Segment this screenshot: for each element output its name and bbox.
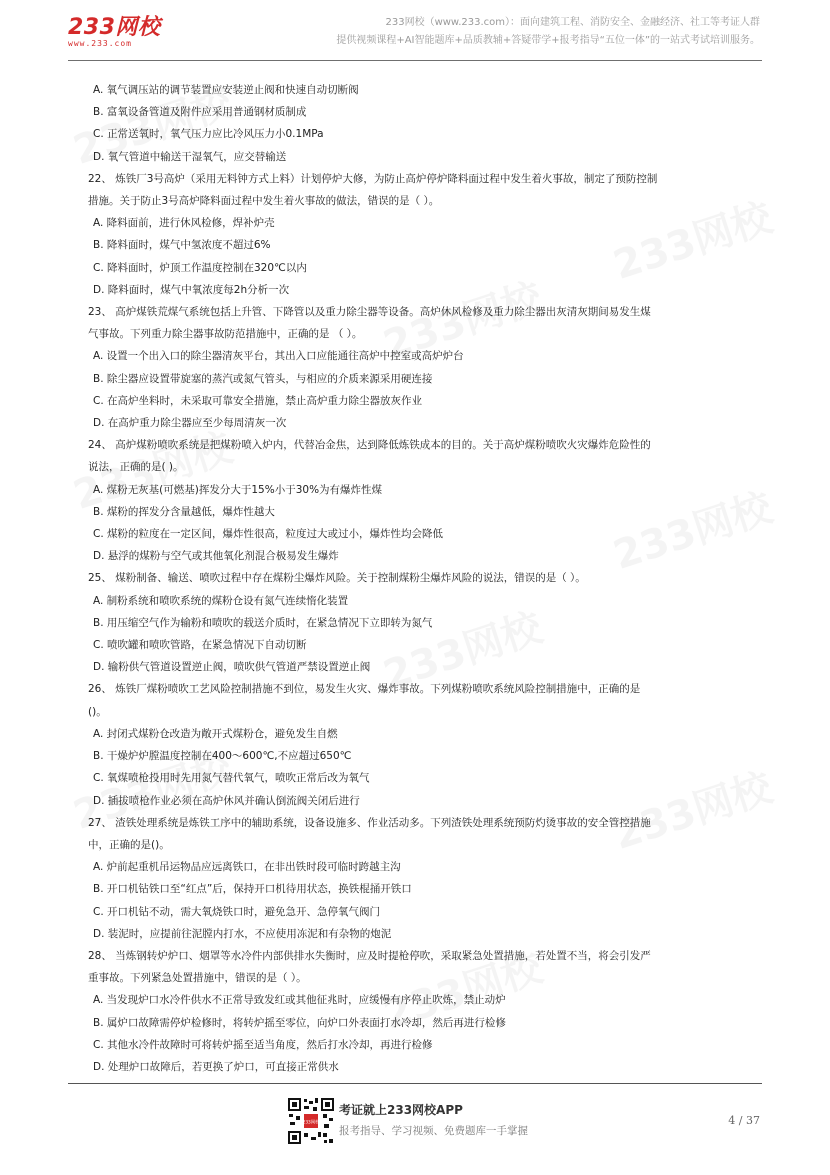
answer-option: C. 其他水冷件故障时可将转炉摇至适当角度，然后打水冷却，再进行检修	[93, 1038, 433, 1051]
answer-option: A. 封闭式煤粉仓改造为敞开式煤粉仓，避免发生自燃	[93, 727, 338, 740]
answer-option: D. 悬浮的煤粉与空气或其他氧化剂混合极易发生爆炸	[93, 550, 339, 563]
question-text: 27、 渣铁处理系统是炼铁工序中的辅助系统，设备设施多、作业活动多。下列渣铁处理系统预防灼烫事故的安全管控措施	[88, 816, 651, 829]
answer-option: B. 降料面时，煤气中氢浓度不超过6%	[93, 239, 271, 252]
question-text: 26、 炼铁厂煤粉喷吹工艺风险控制措施不到位，易发生火灾、爆炸事故。下列煤粉喷吹系统风险控制措施中，正确的是	[88, 683, 641, 696]
answer-option: C. 正常送氧时，氧气压力应比冷风压力小0.1MPa	[93, 128, 324, 141]
tagline-line-2: 提供视频课程+AI智能题库+品质教辅+答疑带学+报考指导“五位一体”的一站式考试培训服务。	[336, 35, 760, 46]
question-text-continued: 重事故。下列紧急处置措施中，错误的是（ ）。	[88, 972, 307, 985]
answer-option: A. 氧气调压站的调节装置应安装逆止阀和快速自动切断阀	[93, 84, 359, 96]
answer-option: D. 在高炉重力除尘器应至少每周清灰一次	[93, 417, 287, 430]
question-text-continued: ()。	[88, 705, 107, 718]
answer-option: B. 除尘器应设置带旋塞的蒸汽或氮气管头，与相应的介质来源采用硬连接	[93, 372, 433, 385]
answer-option: B. 干燥炉炉膛温度控制在400～600℃,不应超过650℃	[93, 750, 352, 763]
answer-option: A. 降料面前，进行休风检修，焊补炉壳	[93, 217, 275, 230]
answer-option: C. 氧煤喷枪投用时先用氮气替代氧气，喷吹正常后改为氧气	[93, 772, 370, 785]
answer-option: D. 氧气管道中输送干湿氧气，应交替输送	[93, 150, 287, 163]
answer-option: D. 装泥时，应提前往泥膛内打水，不应使用冻泥和有杂物的炮泥	[93, 927, 392, 940]
answer-option: C. 在高炉坐料时，未采取可靠安全措施，禁止高炉重力除尘器放灰作业	[93, 394, 423, 407]
answer-option: C. 开口机钻不动，需大氧烧铁口时，避免急开、急停氧气阀门	[93, 905, 381, 918]
question-text-continued: 中，正确的是()。	[88, 838, 170, 851]
footer-divider	[68, 1083, 762, 1084]
answer-option: C. 煤粉的粒度在一定区间，爆炸性很高，粒度过大或过小，爆炸性均会降低	[93, 528, 444, 541]
question-text-continued: 气事故。下列重力除尘器事故防范措施中，正确的是 （ ）。	[88, 328, 363, 341]
qr-code-icon[interactable]	[287, 1097, 335, 1145]
question-text: 25、 煤粉制备、输送、喷吹过程中存在煤粉尘爆炸风险。关于控制煤粉尘爆炸风险的说法，错误的是（ ）。	[88, 572, 586, 585]
answer-option: B. 煤粉的挥发分含量越低，爆炸性越大	[93, 505, 275, 518]
tagline-line-1: 233网校（www.233.com）：面向建筑工程、消防安全、金融经济、社工等考证人群	[385, 17, 760, 28]
answer-option: D. 降料面时，煤气中氧浓度每2h分析一次	[93, 283, 290, 296]
answer-option: A. 设置一个出入口的除尘器清灰平台，其出入口应能通往高炉中控室或高炉炉台	[93, 350, 464, 363]
answer-option: B. 开口机钻铁口至“红点”后，保持开口机待用状态，换铁棍捅开铁口	[93, 883, 412, 896]
brand-logo[interactable]	[68, 10, 160, 48]
header-tagline	[336, 14, 760, 50]
page-number: 4 / 37	[728, 1114, 760, 1127]
answer-option: A. 煤粉无灰基(可燃基)挥发分大于15%小于30%为有爆炸性煤	[93, 483, 383, 496]
document-body	[88, 79, 766, 1078]
qr-badge-text: 233网校	[302, 1120, 320, 1126]
question-text: 24、 高炉煤粉喷吹系统是把煤粉喷入炉内，代替冶金焦，达到降低炼铁成本的目的。关于高炉煤粉喷吹火灾爆炸危险性的	[88, 439, 651, 452]
footer-app-subtitle: 报考指导、学习视频、免费题库一手掌握	[339, 1125, 528, 1137]
answer-option: B. 富氧设备管道及附件应采用普通钢材质制成	[93, 106, 307, 119]
answer-option: B. 用压缩空气作为输粉和喷吹的载送介质时，在紧急情况下立即转为氮气	[93, 616, 433, 629]
question-text: 22、 炼铁厂3号高炉（采用无料钟方式上料）计划停炉大修，为防止高炉停炉降料面过程中发生着火事故，制定了预防控制	[88, 172, 658, 185]
page-header	[0, 0, 830, 62]
header-divider	[68, 60, 762, 61]
logo-url: www.233.com	[68, 39, 132, 48]
answer-option: D. 输粉供气管道设置逆止阀，喷吹供气管道严禁设置逆止阀	[93, 661, 371, 674]
answer-option: D. 插拔喷枪作业必须在高炉休风并确认倒流阀关闭后进行	[93, 794, 360, 807]
answer-option: A. 当发现炉口水冷件供水不正常导致发红或其他征兆时，应缓慢有序停止吹炼，禁止动炉	[93, 994, 506, 1007]
answer-option: A. 炉前起重机吊运物品应远离铁口，在非出铁时段可临时跨越主沟	[93, 861, 401, 874]
answer-option: C. 喷吹罐和喷吹管路，在紧急情况下自动切断	[93, 639, 307, 652]
logo-text: 233网校	[68, 15, 161, 40]
question-text: 28、 当炼钢转炉炉口、烟罩等水冷件内部供排水失衡时，应及时提枪停吹，采取紧急处置措施，若处置不当，将会引发严	[88, 949, 651, 962]
footer-app-title[interactable]: 考证就上233网校APP	[339, 1103, 463, 1117]
answer-option: D. 处理炉口故障后，若更换了炉口，可直接正常供水	[93, 1060, 339, 1073]
question-text: 23、 高炉煤铁荒煤气系统包括上升管、下降管以及重力除尘器等设备。高炉休风检修及重力除尘器出灰清灰期间易发生煤	[88, 306, 651, 319]
question-text-continued: 说法，正确的是( )。	[88, 461, 184, 474]
answer-option: B. 属炉口故障需停炉检修时，将转炉摇至零位，向炉口外表面打水冷却，然后再进行检修	[93, 1016, 506, 1029]
answer-option: A. 制粉系统和喷吹系统的煤粉仓设有氮气连续惰化装置	[93, 594, 349, 607]
question-text-continued: 措施。关于防止3号高炉降料面过程中发生着火事故的做法，错误的是（ ）。	[88, 195, 440, 208]
answer-option: C. 降料面时，炉顶工作温度控制在320℃以内	[93, 261, 307, 274]
